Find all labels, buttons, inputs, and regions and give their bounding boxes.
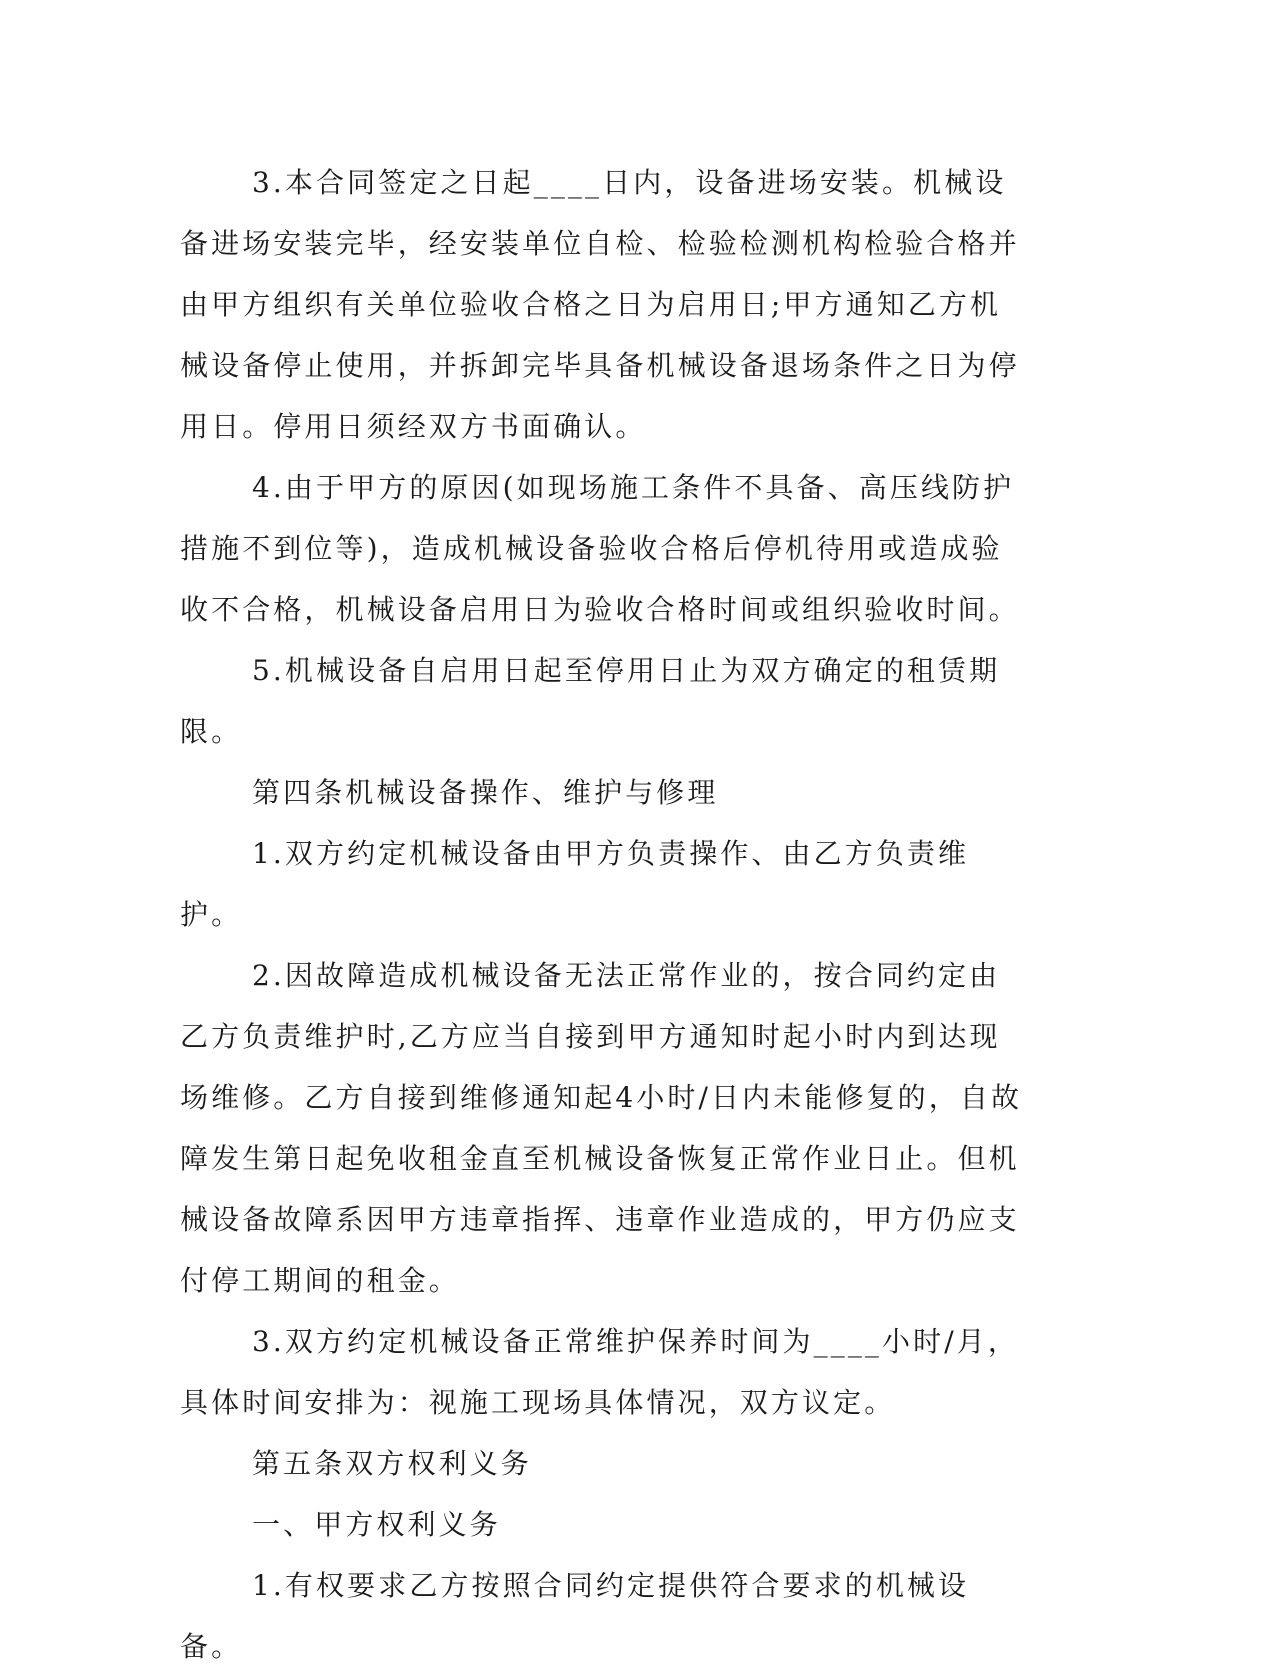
section-heading-article-4: 第四条机械设备操作、维护与修理 [252,776,719,809]
paragraph-article-4-item-1: 1.双方约定机械设备由甲方负责操作、由乙方负责维护。 [180,837,970,931]
paragraph-party-a-item-1: 1.有权要求乙方按照合同约定提供符合要求的机械设备。 [180,1569,970,1663]
section-heading-article-5: 第五条双方权利义务 [252,1447,532,1480]
paragraph-clause-3-installation: 3.本合同签定之日起____日内，设备进场安装。机械设备进场安装完毕，经安装单位自检、检验检测机构检验合格并由甲方组织有关单位验收合格之日为启用日;甲方通知乙方机械设备停止使用，并拆卸完毕具备机械设备退场条件之日为停用日。停用日须经双方书面确认。 [180,166,1020,443]
paragraph-clause-5-lease-term: 5.机械设备自启用日起至停用日止为双方确定的租赁期限。 [180,654,1001,748]
paragraph-article-4-item-2: 2.因故障造成机械设备无法正常作业的，按合同约定由乙方负责维护时,乙方应当自接到甲方通知时起小时内到达现场维修。乙方自接到维修通知起4小时/日内未能修复的，自故障发生第日起免收租金直至机械设备恢复正常作业日止。但机械设备故障系因甲方违章指挥、违章作业造成的，甲方仍应支付停工期间的租金。 [180,959,1023,1297]
document-page [180,152,1028,1677]
paragraph-clause-4-party-a-reason: 4.由于甲方的原因(如现场施工条件不具备、高压线防护措施不到位等)，造成机械设备验收合格后停机待用或造成验收不合格，机械设备启用日为验收合格时间或组织验收时间。 [180,471,1020,626]
subsection-heading-party-a: 一、甲方权利义务 [252,1508,501,1541]
paragraph-article-4-item-3: 3.双方约定机械设备正常维护保养时间为____小时/月，具体时间安排为：视施工现场具体情况，双方议定。 [180,1325,1019,1419]
